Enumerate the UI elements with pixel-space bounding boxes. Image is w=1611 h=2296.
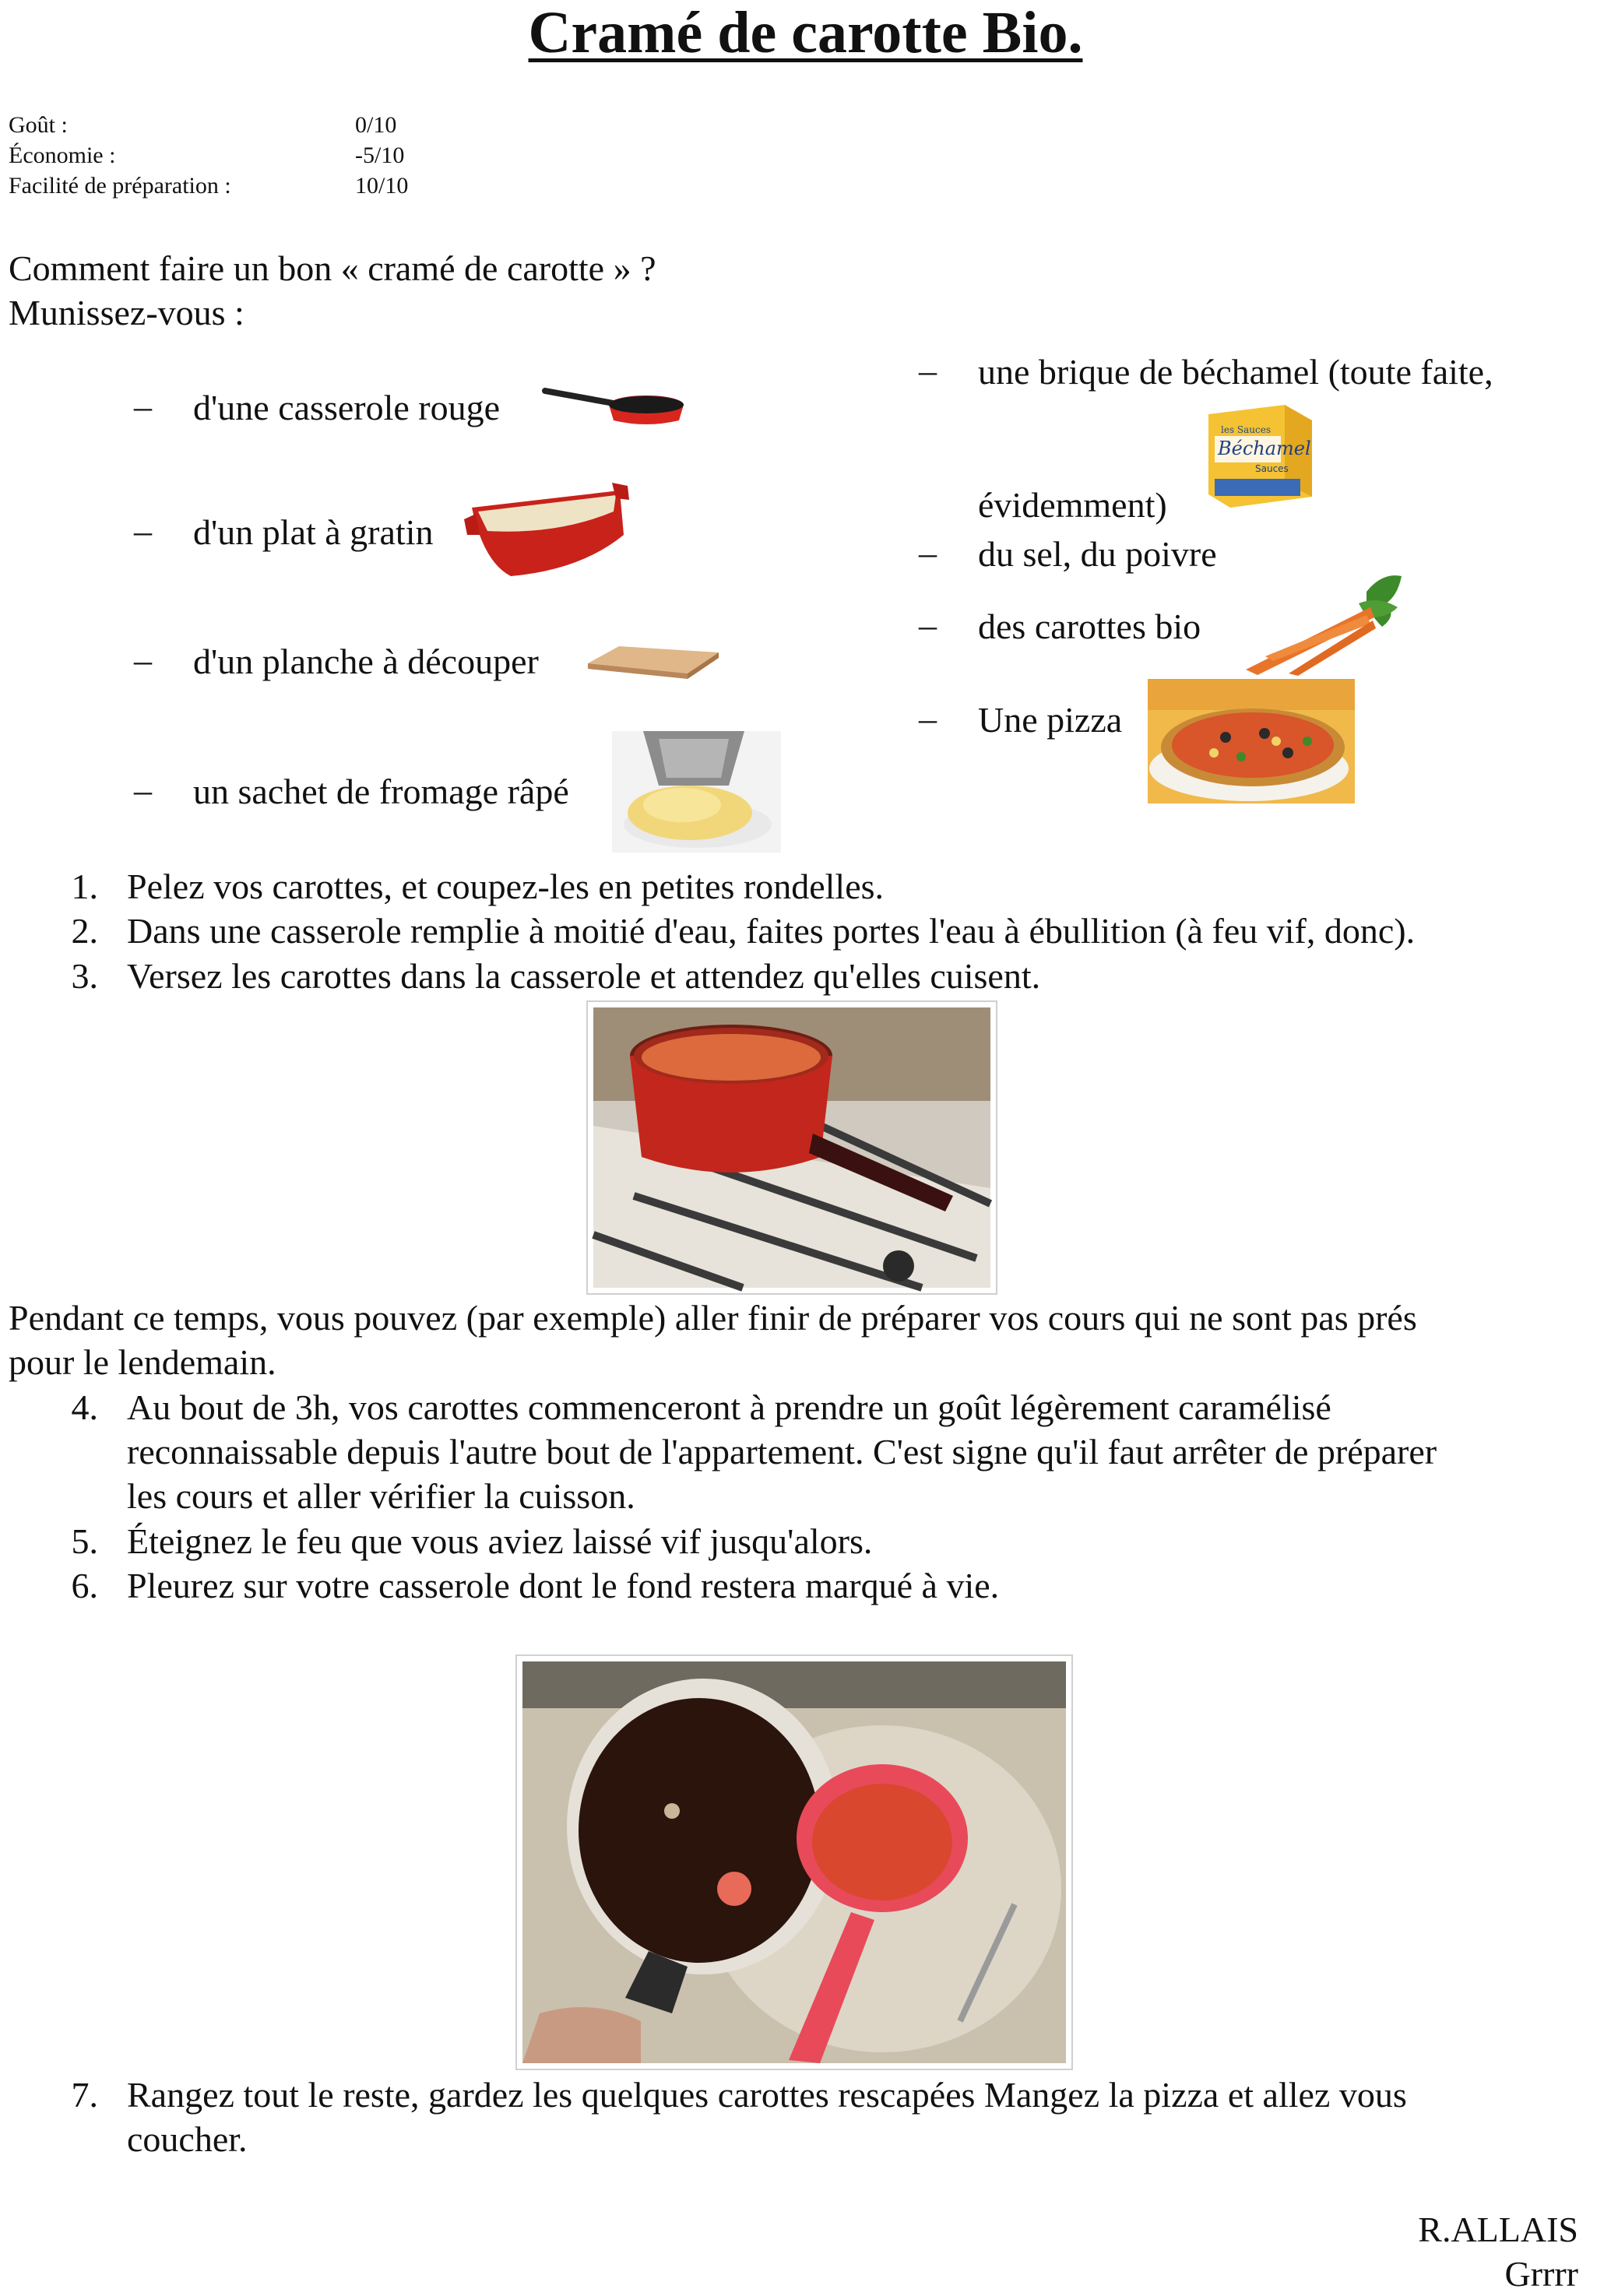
list-item: d'un plat à gratin [193,512,434,552]
step-number: 2. [71,911,98,951]
list-item-continued: évidemment) [978,485,1167,525]
step-text: coucher. [127,2119,248,2159]
saucepan-image [545,381,685,428]
list-dash: – [134,640,152,680]
rating-value: -5/10 [355,142,405,168]
burnt-pan-photo [516,1655,1072,2069]
step-text: Dans une casserole remplie à moitié d'eau, faites portes l'eau à ébullition (à feu vif, donc). [127,911,1416,951]
paragraph-line: Pendant ce temps, vous pouvez (par exemple) aller finir de préparer vos cours qui ne sont pas prés [9,1298,1417,1338]
bechamel-sub-label: Sauces [1255,463,1289,474]
cooking-photo [587,1001,997,1294]
step-text: Au bout de 3h, vos carottes commenceront à prendre un goût légèrement caramélisé [127,1387,1331,1427]
rating-label: Facilité de préparation : [9,173,231,199]
rating-label: Goût : [9,112,68,138]
step-text: Pleurez sur votre casserole dont le fond restera marqué à vie. [127,1566,1000,1605]
step-text: reconnaissable depuis l'autre bout de l'appartement. C'est signe qu'il faut arrêter de préparer [127,1432,1437,1471]
step-text: Éteignez le feu que vous aviez laissé vif jusqu'alors. [127,1521,873,1561]
author-name: R.ALLAIS [1418,2210,1578,2249]
list-dash: – [134,386,152,426]
step-number: 4. [71,1387,98,1427]
step-text: Rangez tout le reste, gardez les quelques carottes rescapées Mangez la pizza et allez vous [127,2075,1407,2115]
paragraph-line: pour le lendemain. [9,1342,276,1382]
list-dash: – [919,698,937,738]
list-item: une brique de béchamel (toute faite, [978,352,1493,392]
cutting-board-image [588,638,720,685]
list-dash: – [134,511,152,550]
step-number: 1. [71,867,98,906]
pizza-image [1148,679,1355,803]
list-item: Une pizza [978,700,1123,740]
step-number: 6. [71,1566,98,1605]
carrots-image [1242,572,1405,677]
author-note: Grrrr [1504,2254,1578,2294]
page-title: Cramé de carotte Bio. [528,0,1083,65]
step-number: 3. [71,956,98,996]
list-item: d'un planche à découper [193,642,539,681]
rating-label: Économie : [9,142,116,168]
list-dash: – [919,605,937,645]
list-dash: – [919,350,937,390]
list-dash: – [919,533,937,572]
list-item: du sel, du poivre [978,534,1217,574]
list-item: un sachet de fromage râpé [193,772,569,811]
intro-question: Comment faire un bon « cramé de carotte » ? [9,248,656,288]
list-item: d'une casserole rouge [193,388,501,427]
step-text: les cours et aller vérifier la cuisson. [127,1476,635,1516]
list-item: des carottes bio [978,607,1201,646]
gratin-dish-image [464,476,631,582]
step-number: 5. [71,1521,98,1561]
bechamel-small-label: les Sauces [1221,424,1271,435]
grated-cheese-image [612,731,781,853]
list-dash: – [134,770,152,810]
step-text: Pelez vos carottes, et coupez-les en petites rondelles. [127,867,885,906]
rating-value: 0/10 [355,112,397,138]
step-text: Versez les carottes dans la casserole et attendez qu'elles cuisent. [127,956,1041,996]
bechamel-brand-label: Béchamel [1218,438,1311,459]
intro-equip: Munissez-vous : [9,293,244,332]
step-number: 7. [71,2075,98,2115]
bechamel-carton-image [1199,405,1316,508]
rating-value: 10/10 [355,173,409,199]
